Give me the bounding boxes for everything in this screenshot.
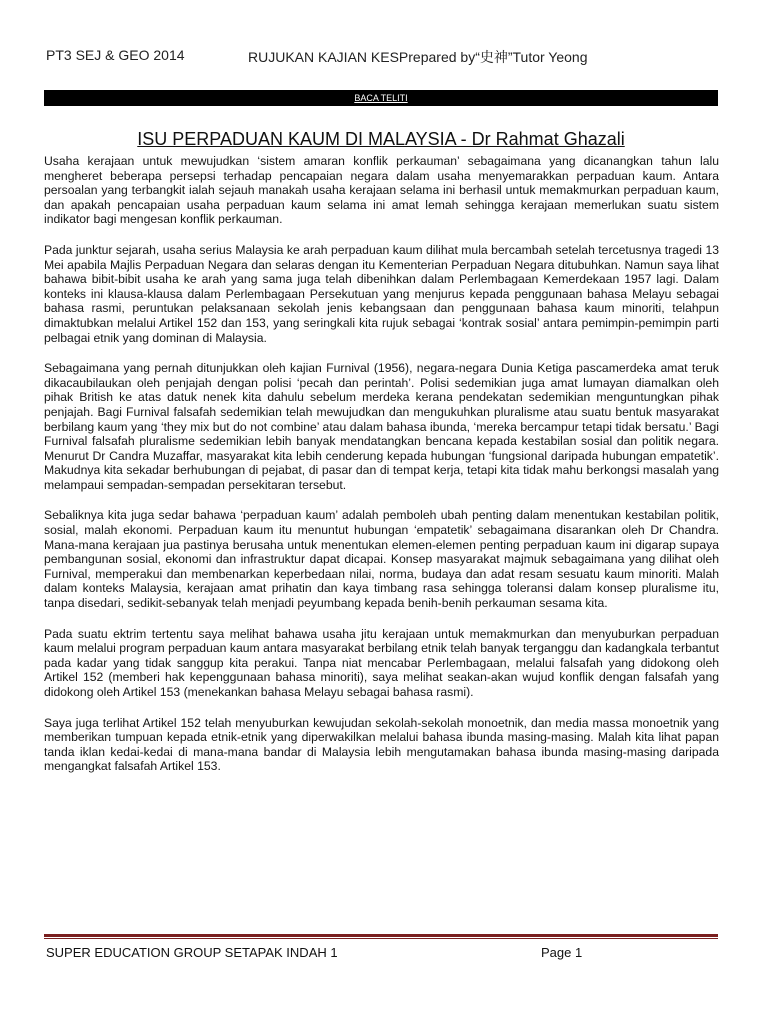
paragraph: Sebaliknya kita juga sedar bahawa ‘perpaduan kaum’ adalah pemboleh ubah penting dalam menentukan kestabilan politik, sosial, malah ekonomi. Perpaduan kaum itu menuntut hubungan ‘empatetik’ sebagaimana disarankan oleh Dr Chandra. Mana-mana kerajaan jua pastinya berusaha untuk menentukan elemen-elemen penting perpaduan kaum ini digarap supaya pembangunan sosial, ekonomi dan infrastruktur dapat dicapai. Konsep masyarakat majmuk sebagaimana yang dilihat oleh Furnival, memperakui dan membenarkan keperbedaan nilai, norma, budaya dan adat resam sesuatu kaum minoriti. Malah dalam konteks Malaysia, kerajaan amat prihatin dan kaya timbang rasa sehingga toleransi dalam konsep pluralisme itu, tanpa disedari, sedikit-sebanyak telah menjadi peyumbang kepada benih-benih perkauman sesama kita. xyxy=(44,508,719,611)
paragraph: Saya juga terlihat Artikel 152 telah menyuburkan kewujudan sekolah-sekolah monoetnik, dan media massa monoetnik yang memberikan tumpuan kepada etnik-etnik yang diperwakilkan melalui bahasa ibunda masing-masing. Malah kita lihat papan tanda iklan kedai-kedai di mana-mana bandar di Malaysia lebih mengutamakan bahasa ibunda masing-masing daripada mengangkat falsafah Artikel 153. xyxy=(44,715,719,774)
footer-divider xyxy=(44,934,718,937)
header-reference: RUJUKAN KAJIAN KESPrepared by“史神”Tutor Yeong xyxy=(248,49,588,65)
page-number: Page 1 xyxy=(541,945,583,960)
header-subject: PT3 SEJ & GEO 2014 xyxy=(46,47,185,63)
footer-organization: SUPER EDUCATION GROUP SETAPAK INDAH 1 xyxy=(46,945,338,960)
paragraph: Pada junktur sejarah, usaha serius Malaysia ke arah perpaduan kaum dilihat mula bercambah setelah tercetusnya tragedi 13 Mei apabila Majlis Perpaduan Negara dan selaras dengan itu Kementerian Perpaduan Negara ditubuhkan. Namun saya lihat bahawa bibit-bibit usaha ke arah yang sama juga telah dibenihkan dalam Perlembagaan Kemerdekaan 1957 lagi. Dalam konteks ini klausa-klausa dalam Perlembagaan Persekutuan yang menjurus kepada penggunaan bahasa Melayu sebagai bahasa rasmi, peruntukan pelaksanaan sekolah jenis kebangsaan dan penggunaan bahasa kaum minoriti, telahpun dimaktubkan melalui Artikel 152 dan 153, yang seringkali kita rujuk sebagai ‘kontrak sosial’ antara pemimpin-pemimpin parti pelbagai etnik yang dominan di Malaysia. xyxy=(44,242,719,345)
banner-bar xyxy=(44,90,718,106)
paragraph: Pada suatu ektrim tertentu saya melihat bahawa usaha jitu kerajaan untuk memakmurkan dan menyuburkan perpaduan kaum melalui program perpaduan kaum antara masyarakat berbilang etnik telah banyak terganggu dan kadangkala terbantut pada kadar yang tidak sanggup kita perakui. Tanpa niat mencabar Perlembagaan, melalui falsafah yang didokong oleh Artikel 152 (memberi hak kepenggunaan bahasa minoriti), saya melihat seakan-akan wujud konflik dengan falsafah yang didokong oleh Artikel 153 (menekankan bahasa Melayu sebagai bahasa rasmi). xyxy=(44,626,719,699)
paragraph: Sebagaimana yang pernah ditunjukkan oleh kajian Furnival (1956), negara-negara Dunia Ketiga pascamerdeka amat teruk dikacaubilaukan oleh penjajah dengan polisi ‘pecah dan perintah’. Polisi sedemikian juga amat lumayan diamalkan oleh pihak British ke atas datuk nenek kita dahulu sebelum merdeka kerana pendekatan sedemikian menguntungkan pihak penjajah. Bagi Furnival falsafah sedemikian telah mewujudkan dan mengukuhkan pluralisme atau suatu bentuk masyarakat berbilang kaum yang ‘they mix but do not combine’ atau dalam bahasa ibunda, ‘mereka bercampur tetapi tidak bersatu.’ Bagi Furnival falsafah pluralisme sedemikian lebih banyak mendatangkan bencana kepada kestabilan sosial dan politik negara. Menurut Dr Candra Muzaffar, masyarakat kita lebih cenderung kepada hubungan ‘fungsional daripada hubungan empatetik’. Makudnya kita sekadar berhubungan di pejabat, di pasar dan di tempat kerja, tetapi kita tidak mahu berkongsi masalah yang melampaui sempadan-sempadan persekitaran tersebut. xyxy=(44,361,719,492)
page-title: ISU PERPADUAN KAUM DI MALAYSIA - Dr Rahmat Ghazali xyxy=(137,129,625,149)
article-body xyxy=(44,154,719,790)
paragraph: Usaha kerajaan untuk mewujudkan ‘sistem amaran konflik perkauman’ sebagaimana yang dicanangkan tahun lalu mengheret beberapa persepsi terhadap pencapaian negara dalam usaha menyemarakkan perpaduan kaum. Antara persoalan yang terbangkit ialah sejauh manakah usaha kerajaan selama ini berhasil untuk memakmurkan perpaduan kaum, dan apakah pencapaian usaha perpaduan kaum selama ini amat lemah sehingga kerajaan memerlukan suatu sistem indikator bagi mengesan konflik perkauman. xyxy=(44,154,719,227)
banner-label: BACA TELITI xyxy=(354,93,408,103)
